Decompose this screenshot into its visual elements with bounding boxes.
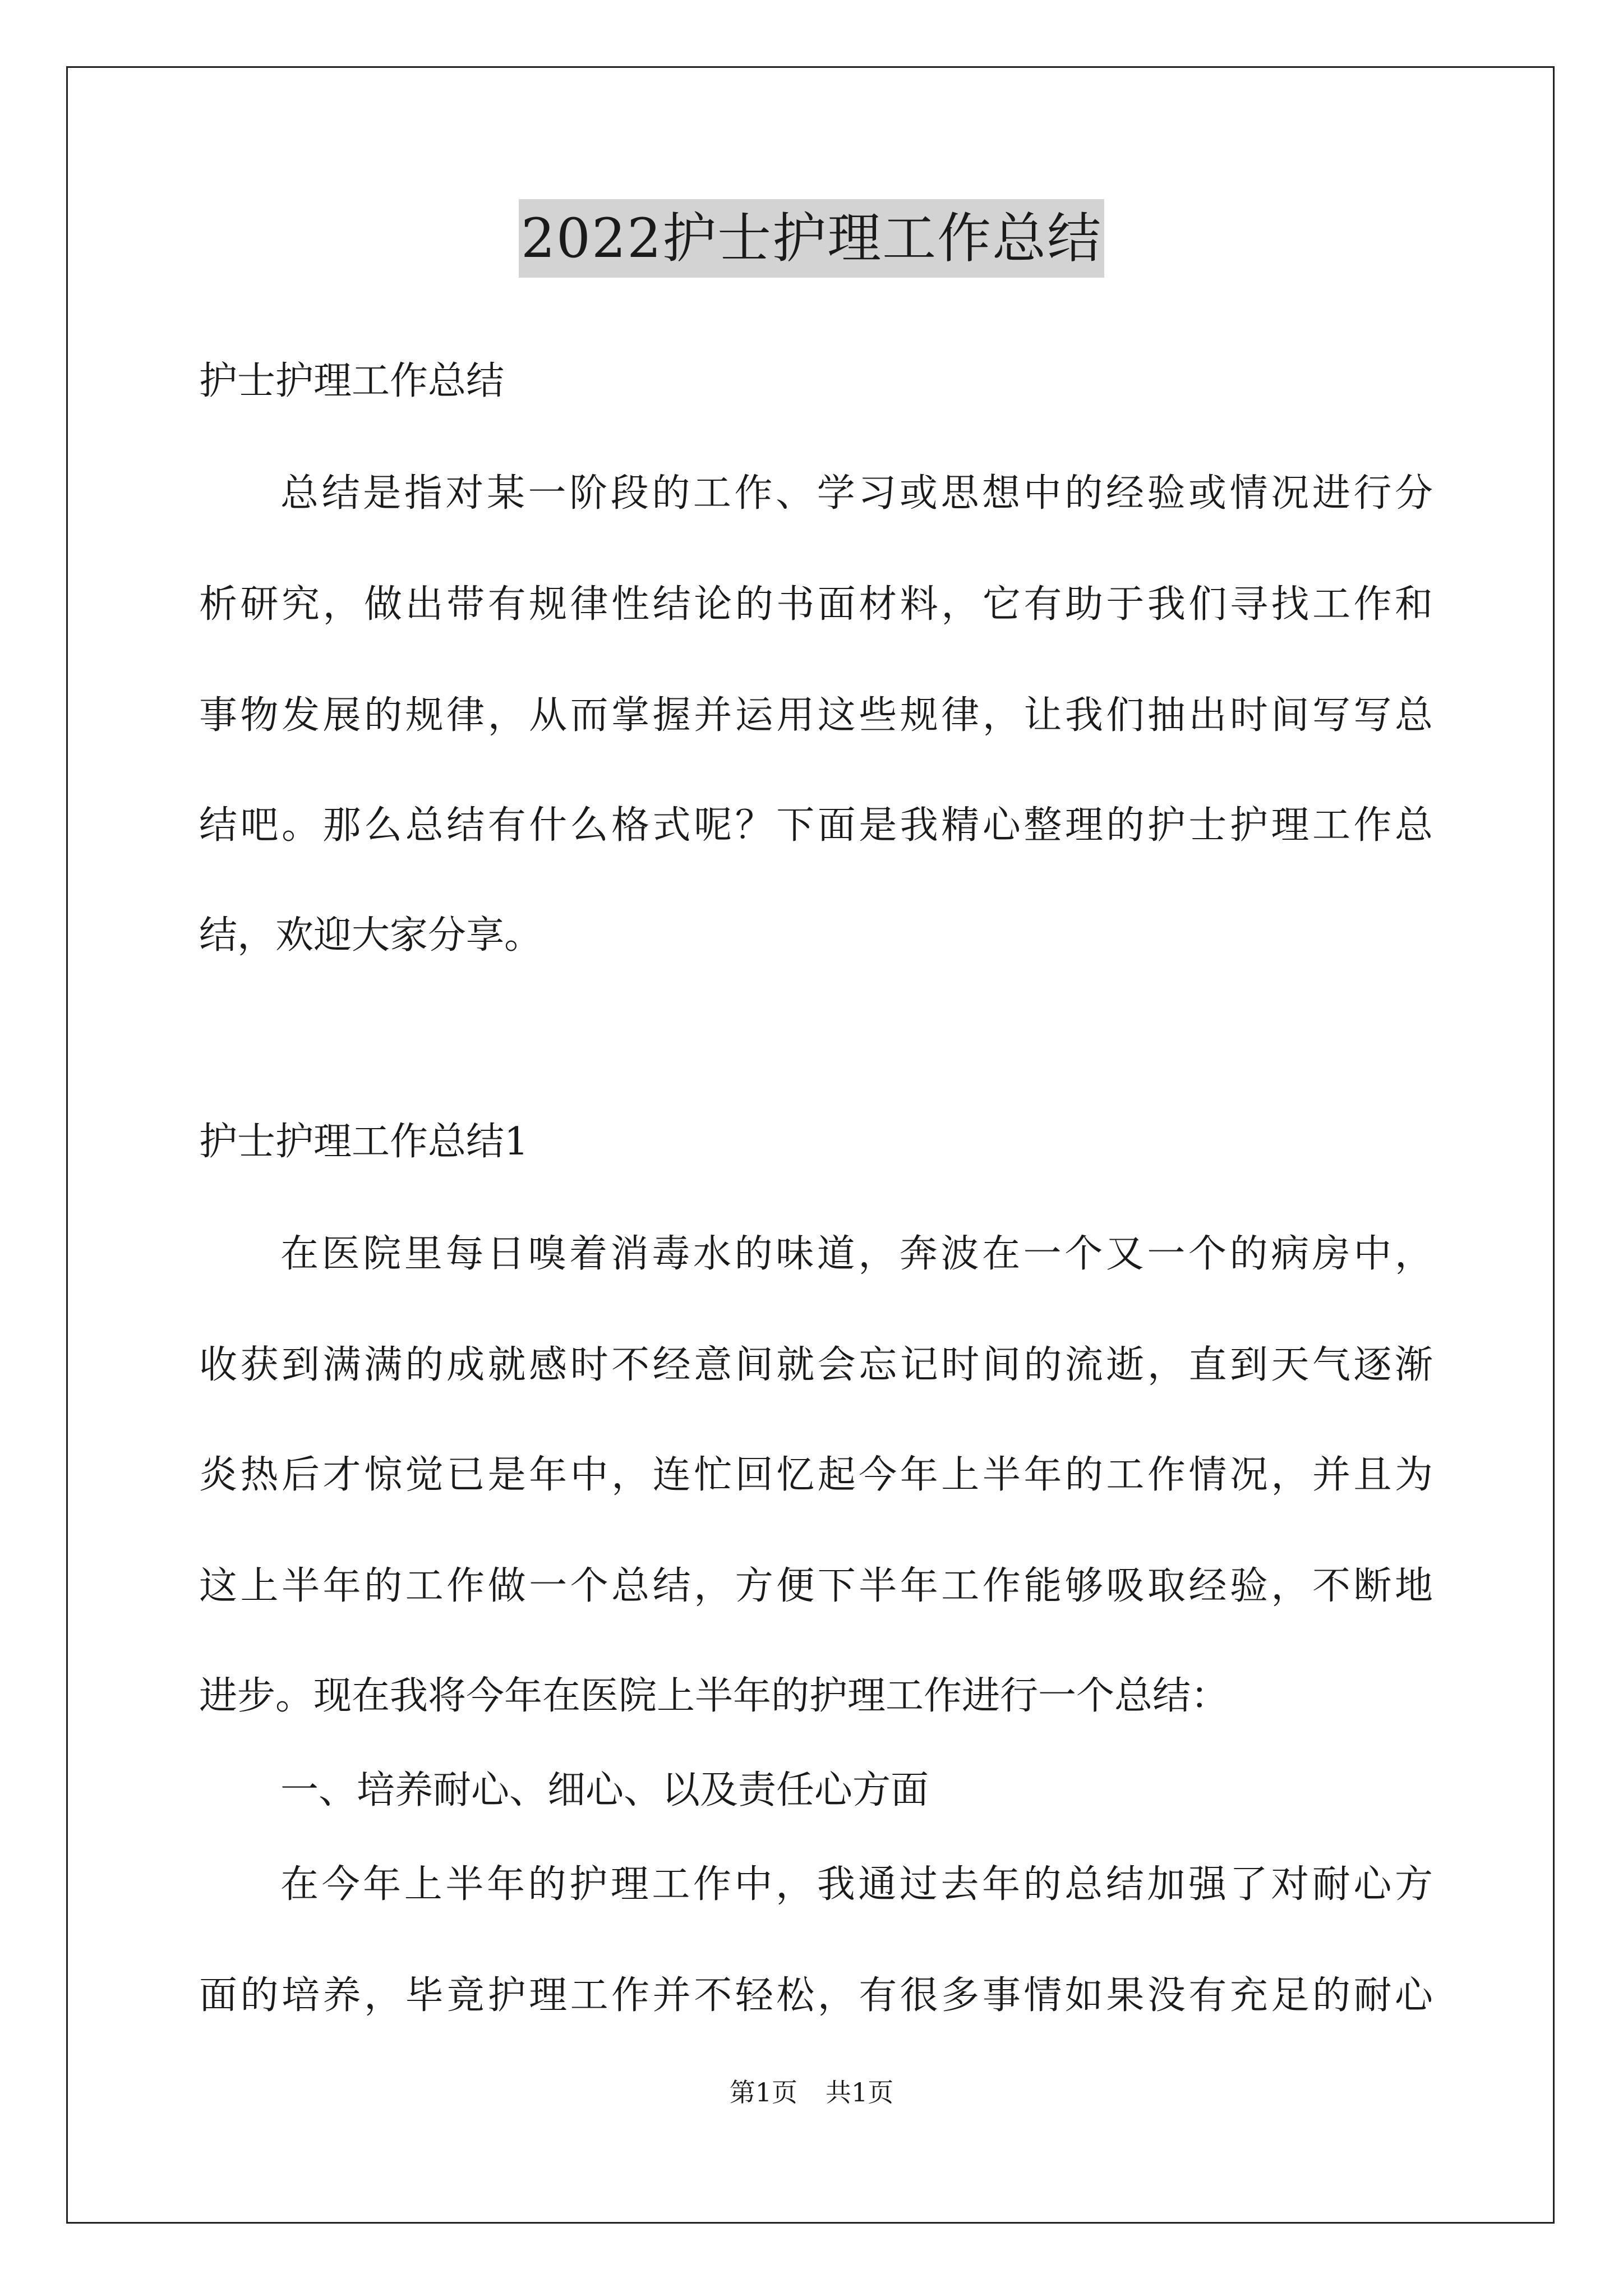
- section-heading: 护士护理工作总结: [199, 359, 505, 403]
- page-footer: [0, 2076, 1623, 2109]
- paragraph-line: 析研究，做出带有规律性结论的书面材料，它有助于我们寻找工作和: [199, 582, 1433, 627]
- subsection-heading: 一、培养耐心、细心、以及责任心方面: [280, 1768, 929, 1812]
- paragraph-line: 在今年上半年的护理工作中，我通过去年的总结加强了对耐心方: [280, 1862, 1433, 1907]
- paragraph-line: 结，欢迎大家分享。: [199, 913, 543, 958]
- paragraph-line: 在医院里每日嗅着消毒水的味道，奔波在一个又一个的病房中，: [280, 1232, 1433, 1276]
- paragraph-line: 结吧。那么总结有什么格式呢？下面是我精心整理的护士护理工作总: [199, 803, 1433, 848]
- document-title: [0, 199, 1623, 278]
- paragraph-line: 面的培养，毕竟护理工作并不轻松，有很多事情如果没有充足的耐心: [199, 1973, 1433, 2018]
- page-total: 共1页: [826, 2077, 894, 2108]
- title-text: 2022护士护理工作总结: [519, 199, 1104, 278]
- page-number: 第1页: [729, 2077, 797, 2108]
- paragraph-line: 总结是指对某一阶段的工作、学习或思想中的经验或情况进行分: [280, 471, 1433, 516]
- paragraph-line: 这上半年的工作做一个总结，方便下半年工作能够吸取经验，不断地: [199, 1564, 1433, 1608]
- section-heading: 护士护理工作总结1: [199, 1120, 529, 1164]
- paragraph-line: 事物发展的规律，从而掌握并运用这些规律，让我们抽出时间写写总: [199, 693, 1433, 738]
- paragraph-line: 收获到满满的成就感时不经意间就会忘记时间的流逝，直到天气逐渐: [199, 1343, 1433, 1387]
- paragraph-line: 炎热后才惊觉已是年中，连忙回忆起今年上半年的工作情况，并且为: [199, 1453, 1433, 1497]
- paragraph-line: 进步。现在我将今年在医院上半年的护理工作进行一个总结：: [199, 1674, 1229, 1718]
